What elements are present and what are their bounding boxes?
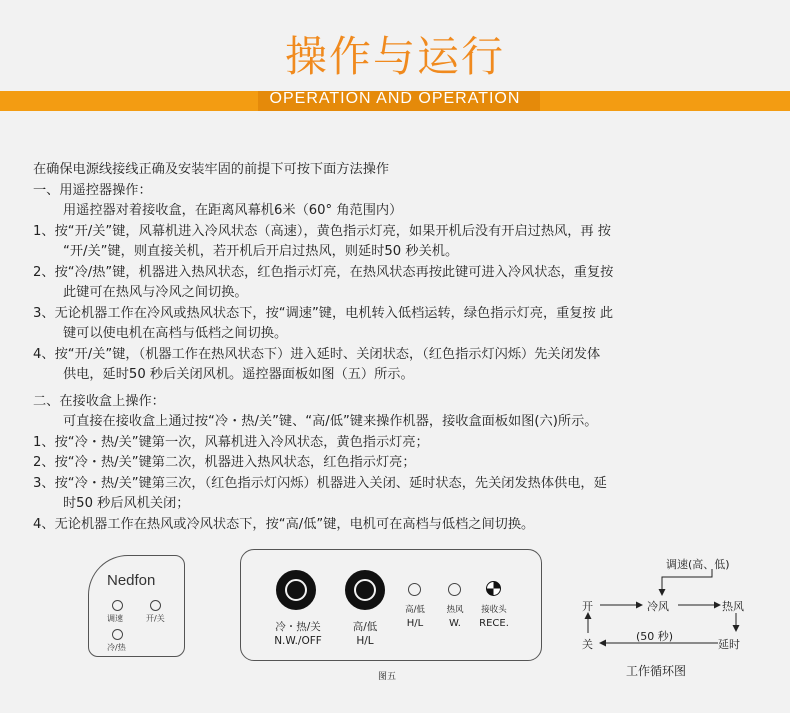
cycle-delay: 延时 [718, 638, 740, 651]
cycle-delay-time: (50 秒) [636, 630, 674, 643]
cycle-caption: 工作循环图 [626, 664, 687, 678]
remote-control [88, 555, 185, 657]
s2-line: 2、按“冷・热/关”键第二次，机器进入热风状态，红色指示灯亮； [33, 455, 416, 470]
s1-line: 1、按“开/关”键，风幕机进入冷风状态（高速），黄色指示灯亮，如果开机后没有开启过热风，再 按 [33, 223, 611, 239]
s2-line: 时50 秒后风机关闭； [63, 496, 190, 511]
warm-indicator-icon [448, 583, 461, 596]
cycle-hot: 热风 [722, 600, 744, 613]
power-knob-icon [276, 570, 316, 610]
intro-line: 在确保电源线接线正确及安装牢固的前提下可按下面方法操作 [33, 162, 390, 177]
receiver-icon [486, 581, 501, 596]
s1-line: 此键可在热风与冷风之间切换。 [63, 285, 248, 300]
figure-caption: 图五 [378, 672, 397, 682]
section1-heading: 一、用遥控器操作： [33, 182, 152, 198]
s1-line: 4、按“开/关”键，（机器工作在热风状态下）进入延时、关闭状态，（红色指示灯闪烁）先关闭发体 [33, 346, 601, 362]
remote-brand: Nedfon [107, 572, 156, 589]
cycle-speed: 调速(高、低) [666, 558, 730, 571]
s1-line: 2、按“冷/热”键，机器进入热风状态，红色指示灯亮，在热风状态再按此键可进入冷风状态，重复按 [33, 264, 614, 280]
speed-button-icon [112, 600, 123, 611]
led3-label: 接收头 RECE. [479, 605, 509, 629]
s1-line: 供电，延时50 秒后关闭风机。遥控器面板如图（五）所示。 [63, 367, 414, 382]
instructions [33, 160, 773, 535]
power-button-icon [150, 600, 161, 611]
s2-line: 4、无论机器工作在热风或冷风状态下，按“高/低”键，电机可在高档与低档之间切换。 [33, 516, 535, 532]
section2-heading: 二、在接收盒上操作： [33, 393, 165, 409]
knob1-label: 冷・热/关 N.W./OFF [274, 621, 322, 647]
page-subtitle: OPERATION AND OPERATION [269, 90, 521, 107]
power-label: 开/关 [146, 614, 165, 623]
page-title: 操作与运行 [284, 32, 505, 81]
led1-label: 高/低 H/L [405, 605, 425, 629]
mode-button-icon [112, 629, 123, 640]
receiver-panel [240, 549, 542, 661]
cycle-off: 关 [582, 638, 593, 651]
cycle-cold: 冷风 [647, 600, 669, 613]
section1-note: 用遥控器对着接收盒，在距离风幕机6米（60° 角范围内） [63, 203, 403, 218]
s1-line: 3、无论机器工作在冷风或热风状态下，按“调速”键，电机转入低档运转，绿色指示灯亮，重复按 此 [33, 305, 614, 321]
s1-line: 键可以使电机在高档与低档之间切换。 [63, 326, 288, 341]
section2-note: 可直接在接收盒上通过按“冷・热/关”键、“高/低”键来操作机器，接收盒面板如图(六)所示。 [63, 414, 598, 429]
mode-label: 冷/热 [107, 643, 126, 652]
s1-line: “开/关”键，则直接关机，若开机后开启过热风，则延时50 秒关机。 [63, 244, 459, 259]
hl-indicator-icon [408, 583, 421, 596]
cycle-on: 开 [582, 600, 593, 613]
s2-line: 3、按“冷・热/关”键第三次，（红色指示灯闪烁）机器进入关闭、延时状态，先关闭发热体供电，延 [33, 475, 607, 491]
arrow-speed [662, 569, 712, 595]
speed-label: 调速 [107, 614, 123, 623]
s2-line: 1、按“冷・热/关”键第一次，风幕机进入冷风状态，黄色指示灯亮； [33, 434, 429, 450]
speed-knob-icon [345, 570, 385, 610]
knob2-label: 高/低 H/L [352, 621, 378, 647]
led2-label: 热风 W. [446, 605, 464, 629]
